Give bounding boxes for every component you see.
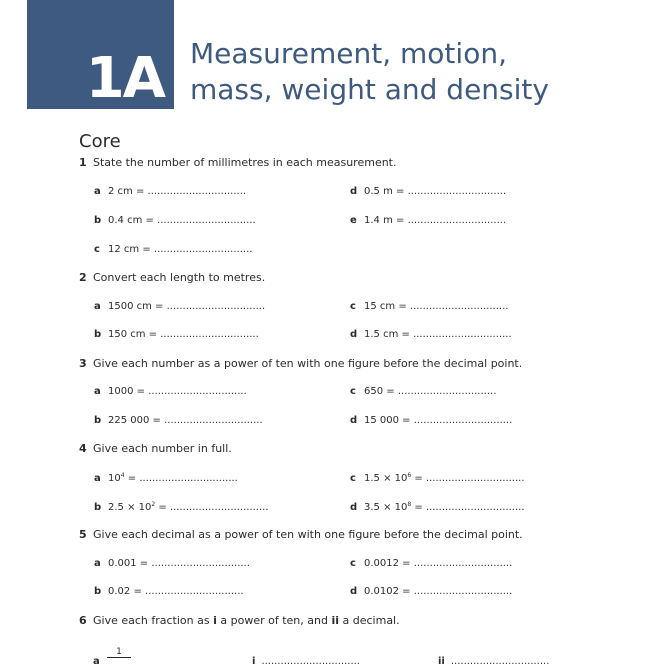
item-exponent: 2 — [151, 501, 156, 508]
item-expression: 1.4 m = — [364, 215, 405, 226]
question-6 — [79, 614, 400, 627]
answer-line[interactable]: ............................... — [166, 301, 266, 312]
q6-item-a-part-ii — [438, 656, 549, 667]
item-letter: c — [350, 386, 356, 397]
item-base: 3.5 × 10 — [364, 502, 408, 513]
item-base: 2.5 × 10 — [108, 502, 152, 513]
item-letter: a — [94, 386, 101, 397]
item-letter: a — [93, 656, 100, 667]
question-number: 3 — [79, 357, 87, 370]
item-expression: 1000 = — [108, 386, 146, 397]
item-letter: b — [94, 329, 102, 340]
item-expression: 0.001 = — [108, 558, 149, 569]
item-exponent: 6 — [407, 472, 412, 479]
q2-item-a — [94, 301, 265, 312]
item-expression: 150 cm = — [108, 329, 158, 340]
answer-line[interactable]: ............................... — [425, 473, 525, 484]
item-expression: 15 000 = — [364, 415, 411, 426]
question-1 — [79, 156, 397, 169]
question-text: Give each fraction as — [93, 614, 214, 627]
question-text-bold: ii — [331, 614, 340, 627]
q5-item-c — [350, 558, 512, 569]
answer-line[interactable]: ............................... — [157, 215, 256, 226]
item-letter: d — [350, 186, 358, 197]
q1-item-a — [94, 186, 246, 197]
answer-line[interactable]: ............................... — [413, 415, 513, 426]
question-number: 4 — [79, 442, 87, 455]
answer-line[interactable]: ............................... — [151, 558, 250, 569]
chapter-badge — [27, 0, 174, 109]
item-letter: b — [94, 586, 102, 597]
part-label: ii — [438, 656, 445, 667]
question-3 — [79, 357, 522, 370]
question-text-bold: i — [213, 614, 217, 627]
item-letter: e — [350, 215, 357, 226]
answer-line[interactable]: ............................... — [425, 502, 525, 513]
question-number: 2 — [79, 271, 87, 284]
answer-line[interactable]: ............................... — [261, 656, 360, 667]
answer-line[interactable]: ............................... — [407, 186, 507, 197]
q1-item-b — [94, 215, 256, 226]
chapter-title-line-1: Measurement, motion, — [190, 37, 507, 70]
item-letter: d — [350, 502, 358, 513]
question-5 — [79, 528, 523, 541]
item-equals: = — [124, 473, 137, 484]
item-base: 1.5 × 10 — [364, 473, 408, 484]
item-letter: a — [94, 301, 101, 312]
q1-item-e — [350, 215, 506, 226]
answer-line[interactable]: ............................... — [147, 186, 247, 197]
item-exponent: 4 — [120, 472, 125, 479]
item-equals: = — [411, 473, 423, 484]
answer-line[interactable]: ............................... — [148, 386, 247, 397]
q3-item-a — [94, 386, 247, 397]
item-letter: b — [94, 215, 102, 226]
item-expression: 650 = — [364, 386, 395, 397]
item-expression: 15 cm = — [364, 301, 407, 312]
item-expression: 2 cm = — [108, 186, 145, 197]
answer-line[interactable]: ............................... — [145, 586, 244, 597]
item-letter: c — [94, 244, 100, 255]
q4-item-d — [350, 501, 525, 513]
answer-line[interactable]: ............................... — [139, 473, 238, 484]
answer-line[interactable]: ............................... — [409, 301, 509, 312]
item-letter: c — [350, 301, 356, 312]
item-equals: = — [155, 502, 167, 513]
item-letter: b — [94, 502, 102, 513]
item-letter: c — [350, 558, 356, 569]
answer-line[interactable]: ............................... — [407, 215, 507, 226]
question-text: Give each number as a power of ten with one figure before the decimal point. — [93, 357, 523, 370]
q4-item-a — [94, 472, 238, 484]
question-text: a power of ten, and — [216, 614, 332, 627]
question-text: Give each number in full. — [93, 442, 232, 455]
question-2 — [79, 271, 265, 284]
question-number: 6 — [79, 614, 87, 627]
item-expression: 12 cm = — [108, 244, 151, 255]
q3-item-b — [94, 415, 263, 426]
item-expression: 1.5 cm = — [364, 329, 410, 340]
question-text: State the number of millimetres in each measurement. — [93, 156, 397, 169]
q1-item-c — [94, 244, 252, 255]
question-4 — [79, 442, 232, 455]
item-base: 10 — [108, 473, 121, 484]
answer-line[interactable]: ............................... — [160, 329, 259, 340]
item-letter: d — [350, 415, 358, 426]
item-letter: a — [94, 473, 101, 484]
item-letter: b — [94, 415, 102, 426]
q3-item-c — [350, 386, 496, 397]
answer-line[interactable]: ............................... — [169, 502, 269, 513]
q3-item-d — [350, 415, 512, 426]
section-title: Core — [79, 131, 121, 152]
fraction-numerator: 1 — [116, 647, 122, 657]
q4-item-c — [350, 472, 525, 484]
answer-line[interactable]: ............................... — [397, 386, 497, 397]
item-exponent: 8 — [407, 501, 412, 508]
chapter-title-line-2: mass, weight and density — [190, 73, 549, 106]
answer-line[interactable]: ............................... — [450, 656, 550, 667]
q2-item-b — [94, 329, 259, 340]
question-text: Give each decimal as a power of ten with one figure before the decimal point. — [93, 528, 523, 541]
question-text: Convert each length to metres. — [93, 271, 266, 284]
item-expression: 0.02 = — [108, 586, 142, 597]
item-expression: 0.0012 = — [364, 558, 411, 569]
q5-item-a — [94, 558, 250, 569]
part-label: i — [252, 656, 256, 667]
chapter-title — [190, 36, 549, 108]
item-expression: 0.0102 = — [364, 586, 411, 597]
q6-item-a-part-i — [252, 656, 360, 667]
q5-item-d — [350, 586, 512, 597]
answer-line[interactable]: ............................... — [413, 558, 513, 569]
answer-line[interactable]: ............................... — [413, 329, 512, 340]
q4-item-b — [94, 501, 269, 513]
item-equals: = — [411, 502, 423, 513]
q2-item-d — [350, 329, 512, 340]
fraction — [107, 647, 131, 658]
q2-item-c — [350, 301, 508, 312]
item-letter: a — [94, 558, 101, 569]
q5-item-b — [94, 586, 244, 597]
q1-item-d — [350, 186, 506, 197]
q6-item-a — [93, 646, 131, 667]
item-letter: a — [94, 186, 101, 197]
answer-line[interactable]: ............................... — [153, 244, 253, 255]
item-letter: c — [350, 473, 356, 484]
item-expression: 0.4 cm = — [108, 215, 154, 226]
answer-line[interactable]: ............................... — [413, 586, 513, 597]
question-text: a decimal. — [339, 614, 400, 627]
item-expression: 1500 cm = — [108, 301, 164, 312]
answer-line[interactable]: ............................... — [164, 415, 263, 426]
question-number: 1 — [79, 156, 87, 169]
item-letter: d — [350, 329, 358, 340]
question-number: 5 — [79, 528, 87, 541]
fraction-bar — [107, 657, 131, 658]
item-letter: d — [350, 586, 358, 597]
item-expression: 225 000 = — [108, 415, 161, 426]
chapter-number: 1A — [85, 46, 164, 111]
item-expression: 0.5 m = — [364, 186, 405, 197]
